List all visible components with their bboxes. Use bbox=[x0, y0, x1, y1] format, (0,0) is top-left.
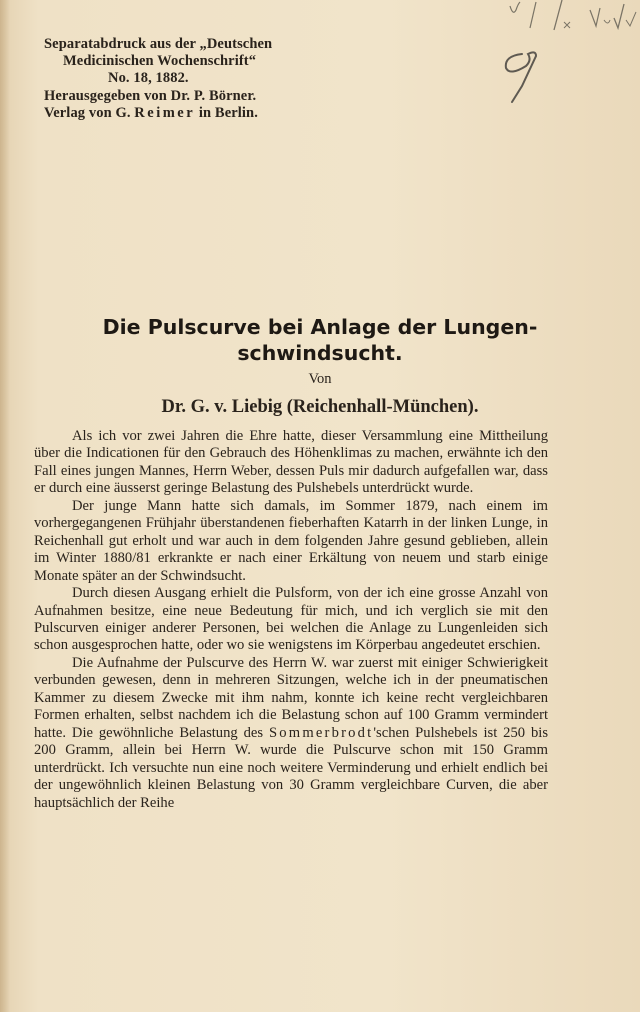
paragraph-4-part-b: 'schen Pulshebels ist 250 bis 200 Gramm, allein bei Herrn W. wurde die Pulscurve schon mit 150 Gramm unterdrückt. Ich versuchte nun eine noch weitere Verminderung und erhielt endlich bei der ungewöhnlich kleinen Belastung von 30 Gramm vergleichbare Curven, die aber hauptsächlich der Reihe bbox=[34, 724, 548, 811]
article-title bbox=[40, 314, 600, 366]
paragraph-1: Als ich vor zwei Jahren die Ehre hatte, dieser Versammlung eine Mittheilung über die Indicationen für den Gebrauch des Höhenklimas zu machen, erwähnte ich den Fall eines jungen Mannes, Herrn Weber, dessen Puls mir dadurch aufgefallen war, dass er durch eine äusserst geringe Belastung des Pulshebels unterdrückt wurde. bbox=[34, 428, 548, 497]
header-line-5-pre: Verlag von G. bbox=[44, 104, 135, 121]
page-edge-shadow bbox=[0, 0, 10, 1012]
person-name-sommerbrodt: Sommerbrodt bbox=[268, 724, 374, 741]
byline-von: Von bbox=[308, 371, 332, 387]
author-line: Dr. G. v. Liebig (Reichenhall-München). bbox=[161, 397, 479, 417]
title-line-1: Die Pulscurve bei Anlage der Lungen- bbox=[102, 315, 538, 339]
header-line-1: Separatabdruck aus der „Deutschen bbox=[44, 36, 273, 52]
paragraph-2: Der junge Mann hatte sich damals, im Sommer 1879, nach einem im vorhergegangenen Frühjahr überstandenen fieberhaften Katarrh in der linken Lunge, in Reichenhall gut erholt und war auch in dem folgenden Jahre gesund geblieben, allein im Winter 1880/81 erkrankte er nach einer Erkältung von neuem und starb einige Monate später an der Schwindsucht. bbox=[34, 497, 548, 584]
paragraph-4-part-a: Die Aufnahme der Pulscurve des Herrn W. war zuerst mit einiger Schwierigkeit verbunden gewesen, denn in mehreren Sitzungen, welche ich in der pneumatischen Kammer zu diesem Zwecke mit ihm nahm, konnte ich keine recht vergleichbaren Formen erhalten, selbst nachdem ich die Belastung schon auf 100 Gramm vermindert hatte. Die gewöhnliche Belastung des bbox=[34, 654, 548, 741]
publisher-name: Reimer bbox=[134, 104, 196, 121]
pencil-annotation-top bbox=[500, 0, 640, 34]
header-line-2: Medicinischen Wochenschrift“ bbox=[63, 53, 257, 70]
header-line-5-post: in Berlin. bbox=[195, 104, 258, 121]
paragraph-4 bbox=[34, 655, 548, 812]
article-body bbox=[34, 428, 548, 812]
header-line-5 bbox=[44, 105, 364, 122]
title-line-2: schwindsucht. bbox=[237, 341, 403, 365]
header-line-3: No. 18, 1882. bbox=[108, 70, 189, 87]
offprint-header bbox=[44, 36, 364, 122]
pencil-number-nine bbox=[492, 46, 542, 106]
header-line-4: Herausgegeben von Dr. P. Börner. bbox=[44, 87, 257, 104]
paragraph-3: Durch diesen Ausgang erhielt die Pulsform, von der ich eine grosse Anzahl von Aufnahmen besitze, eine neue Bedeutung für mich, und ich verglich sie mit den Pulscurven einiger anderer Personen, bei welchen die Anlage zu Lungenleiden sich schon ausgesprochen hatte, oder wo sie wenigstens im Körperbau angedeutet erschien. bbox=[34, 585, 548, 654]
